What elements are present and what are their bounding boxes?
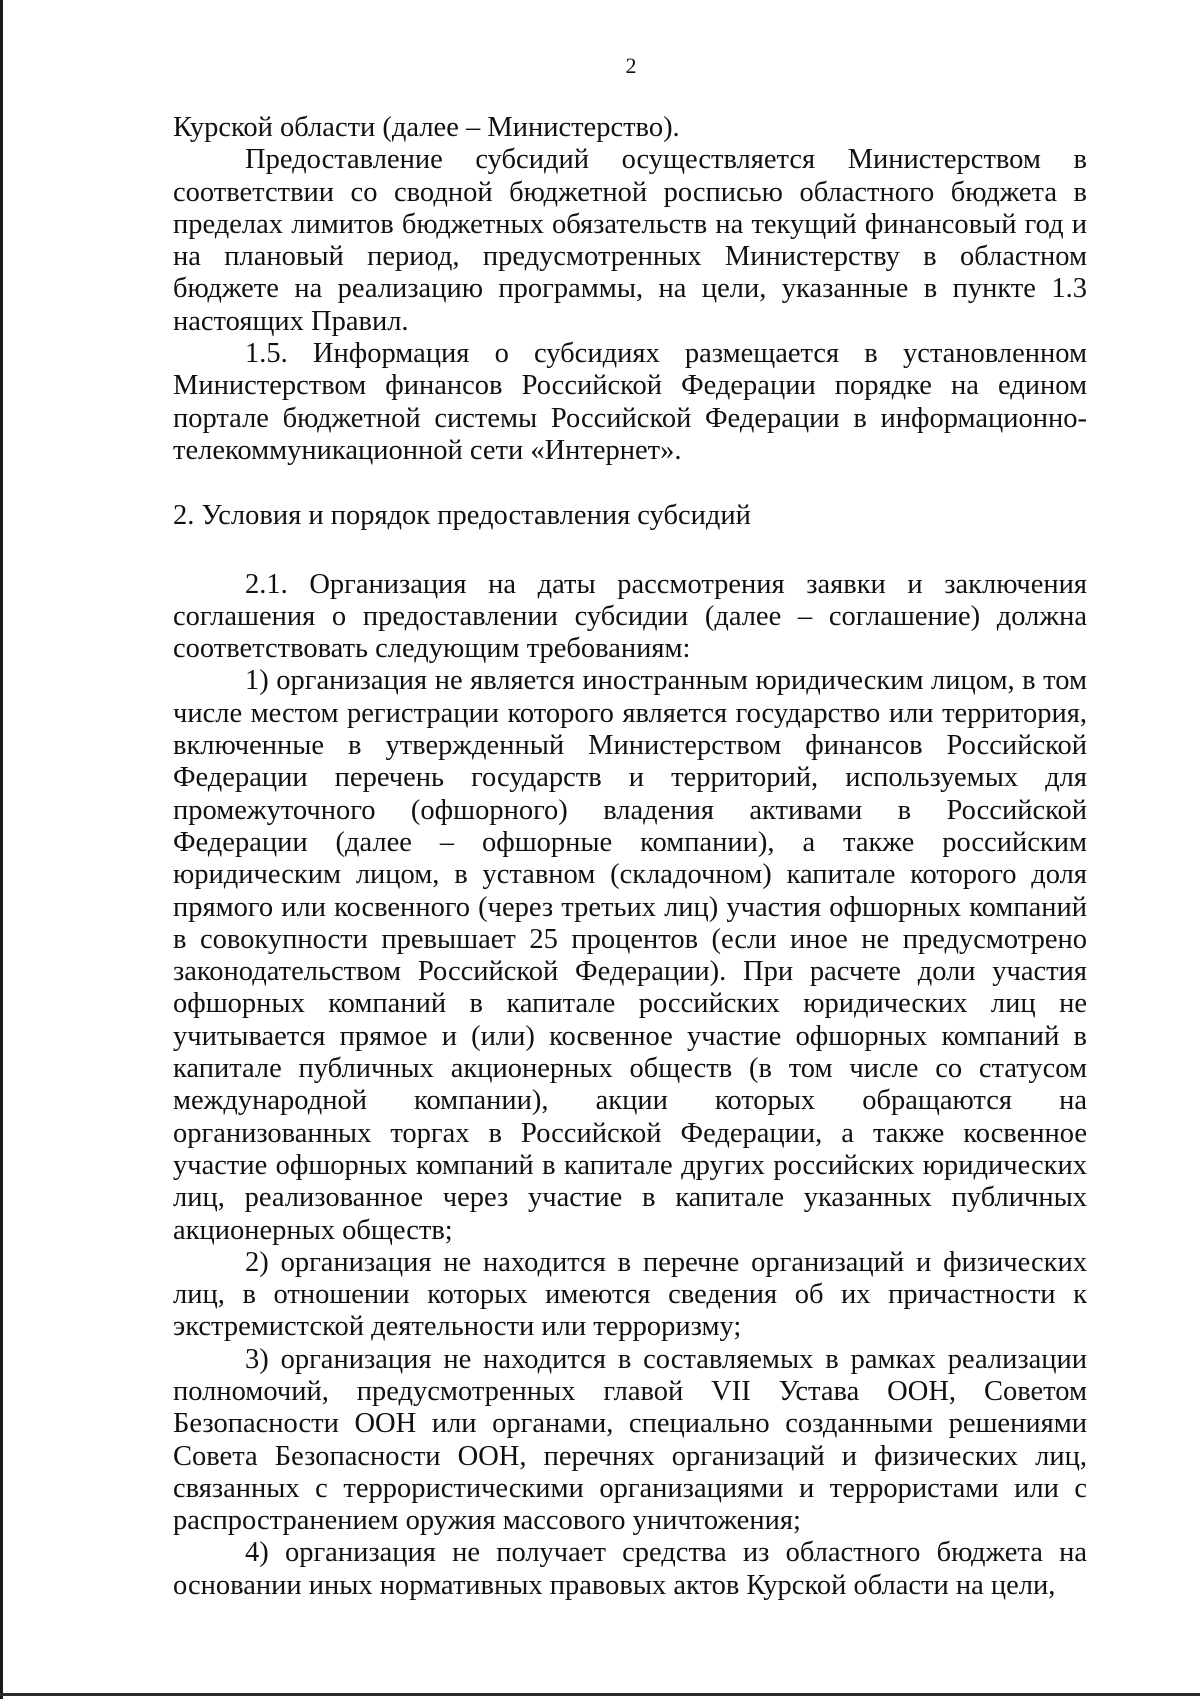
section-heading: 2. Условия и порядок предоставления субсидий [173, 500, 751, 532]
paragraph-2-1: 2.1. Организация на даты рассмотрения заявки и заключения соглашения о предоставлении субсидии (далее – соглашение) должна соответствовать следующим требованиям: [173, 568, 1087, 665]
scan-edge-bottom [0, 1693, 1200, 1696]
paragraph-continuation: Курской области (далее – Министерство). [173, 112, 680, 143]
requirement-item-1: 1) организация не является иностранным юридическим лицом, в том числе местом регистрации которого является государство или территория, включенные в утвержденный Министерством финансов Российской Федерации перечень государств и территорий, используемых для промежуточного (офшорного) владения активами в Российской Федерации (далее – офшорные компании), а также российским юридическим лицом, в уставном (складочном) капитале которого доля прямого или косвенного (через третьих лиц) участия офшорных компаний в совокупности превышает 25 процентов (если иное не предусмотрено законодательством Российской Федерации). При расчете доли участия офшорных компаний в капитале российских юридических лиц не учитывается прямое и (или) косвенное участие офшорных компаний в капитале публичных акционерных обществ (в том числе со статусом международной компании), акции которых обращаются на организованных торгах в Российской Федерации, а также косвенное участие офшорных компаний в капитале других российских юридических лиц, реализованное через участие в капитале указанных публичных акционерных обществ; [173, 665, 1087, 1246]
requirement-item-2: 2) организация не находится в перечне организаций и физических лиц, в отношении которых имеются сведения об их причастности к экстремистской деятельности или терроризму; [173, 1246, 1087, 1343]
requirement-item-4: 4) организация не получает средства из областного бюджета на основании иных нормативных правовых актов Курской области на цели, [173, 1537, 1087, 1601]
document-body [173, 112, 1087, 1602]
page-number: 2 [625, 53, 637, 78]
requirement-item-3: 3) организация не находится в составляемых в рамках реализации полномочий, предусмотренных главой VII Устава ООН, Советом Безопасности ООН или органами, специально созданными решениями Совета Безопасности ООН, перечнях организаций и физических лиц, связанных с террористическими организациями и террористами или с распространением оружия массового уничтожения; [173, 1343, 1087, 1537]
scan-edge-left [0, 0, 3, 1699]
paragraph-subsidy-provision: Предоставление субсидий осуществляется Министерством в соответствии со сводной бюджетной росписью областного бюджета в пределах лимитов бюджетных обязательств на текущий финансовый год и на плановый период, предусмотренных Министерству в областном бюджете на реализацию программы, на цели, указанные в пункте 1.3 настоящих Правил. [173, 144, 1087, 337]
paragraph-1-5: 1.5. Информация о субсидиях размещается в установленном Министерством финансов Российской Федерации порядке на едином портале бюджетной системы Российской Федерации в информационно-телекоммуникационной сети «Интернет». [173, 338, 1087, 466]
